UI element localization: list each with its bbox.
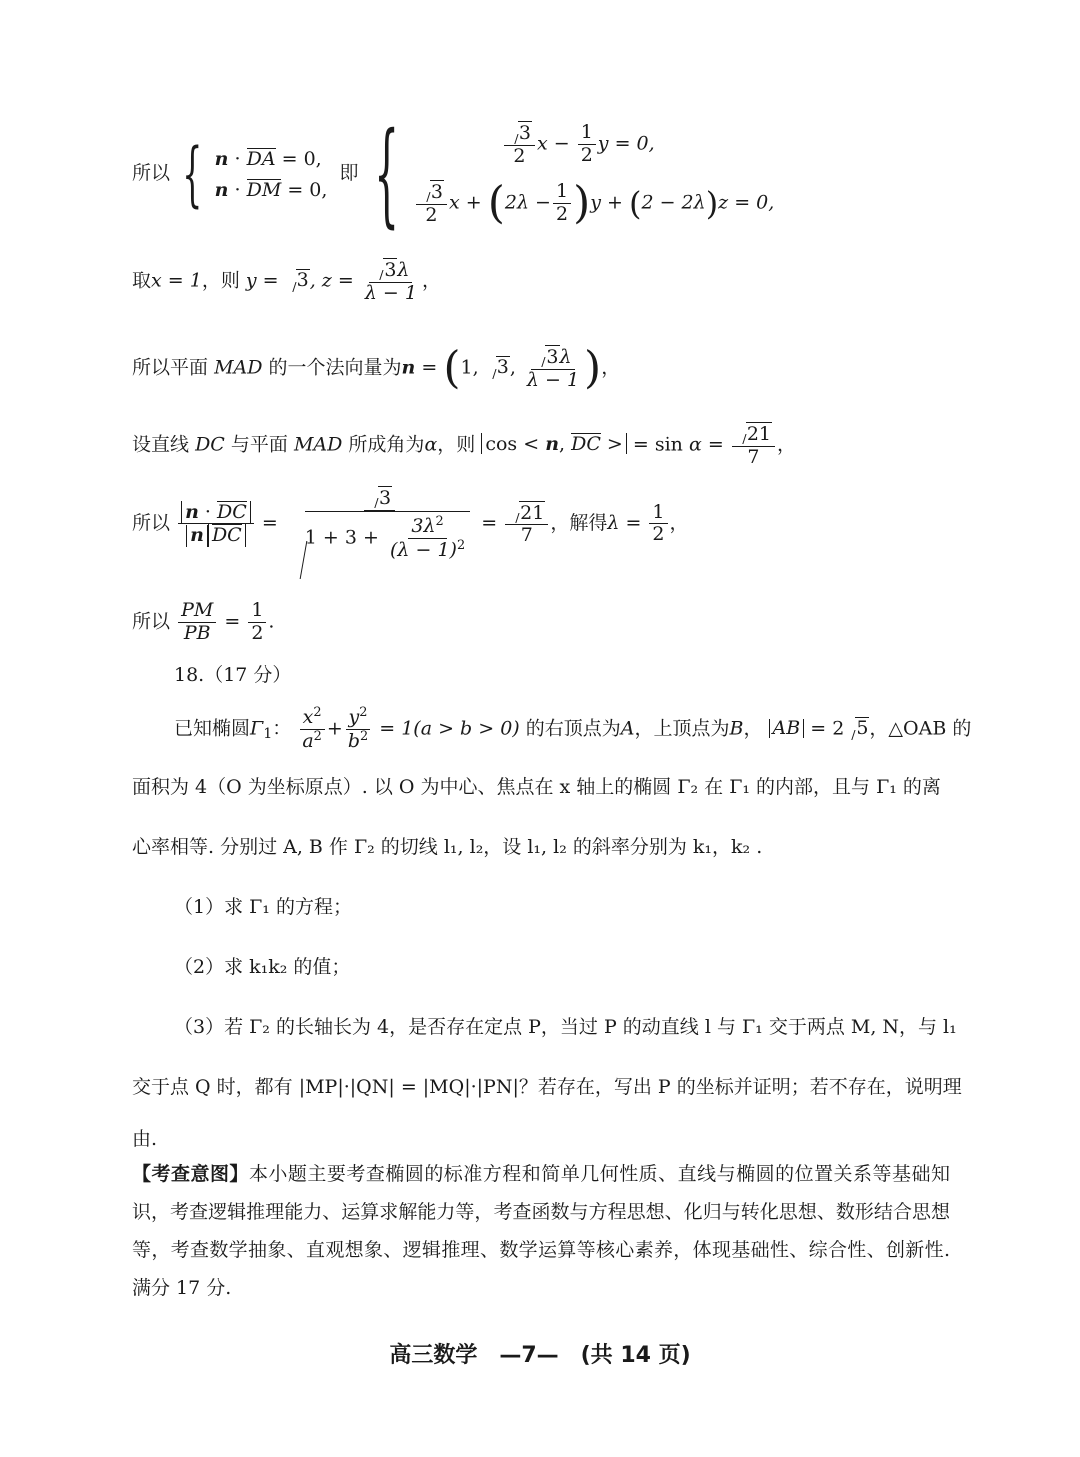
- intent-paragraph: [132, 1155, 950, 1307]
- question-18-line1: 已知椭圆Γ1： $\frac{x^2}{a^2}$ + $\frac{y^2}{b^2}$ = 1(a > b > 0) 的右顶点为A，上顶点为B， AB = 2 5，△OAB 的: [174, 705, 972, 753]
- coordinate-system: $\frac{3}{2}$ x − $\frac{1}{2}$ y = 0, $\frac{3}{2}$ x + (2λ − $\frac{1}{2}$ )y + (2 − 2λ)z = 0,: [414, 121, 774, 226]
- subquestion-2: （2）求 k₁k₂ 的值；: [174, 956, 351, 978]
- subquestion-3-line1: （3）若 Γ₂ 的长轴长为 4，是否存在定点 P，当过 P 的动直线 l 与 Γ₁ 交于两点 M, N，与 l₁: [174, 1016, 957, 1038]
- subquestion-3-line3: 由.: [132, 1128, 158, 1150]
- question-18-line2: 面积为 4（O 为坐标原点）. 以 O 为中心、焦点在 x 轴上的椭圆 Γ₂ 在 Γ₁ 的内部，且与 Γ₁ 的离: [132, 776, 941, 798]
- left-brace-large: {: [373, 109, 399, 239]
- step-angle: 设直线 DC 与平面 MAD 所成角为α，则 cos < n, DC > = sin α = $\frac{21}{7}$ ，: [132, 423, 797, 468]
- left-brace: {: [182, 133, 203, 215]
- text-suoyi: 所以: [132, 162, 171, 184]
- question-18-line3: 心率相等. 分别过 A, B 作 Γ₂ 的切线 l₁, l₂，设 l₁, l₂ 的斜率分别为 k₁，k₂ .: [132, 836, 763, 858]
- step-normal-vector: 所以平面 MAD 的一个法向量为n = (1, 3, $\frac{3\lambda}{\lambda - 1}$ )，: [132, 342, 621, 394]
- intent-text: 本小题主要考查椭圆的标准方程和简单几何性质、直线与椭圆的位置关系等基础知识，考查逻辑推理能力、运算求解能力等，考查函数与方程思想、化归与转化思想、数形结合思想等，考查数学抽象、直观想象、逻辑推理、数学运算等核心素养，体现基础性、综合性、创新性. 满分 17 分.: [132, 1163, 950, 1299]
- text-ji: 即: [339, 162, 359, 184]
- page-footer: 高三数学 —7— (共 14 页): [389, 1343, 691, 1368]
- step-take-x: 取x = 1，则 y = 3, z = $\frac{3\lambda}{\lambda - 1}$ ，: [132, 259, 441, 304]
- step-ratio: 所以 $\frac{PM}{PB}$ = $\frac{1}{2}$ .: [132, 599, 275, 644]
- question-18-header: 18.（17 分）: [174, 664, 292, 686]
- step-solve-lambda: 所以 $\frac{n \cdot DC}{\text{n DC}}$ = 3 1 + 3 + $\frac{3\lambda^2}{(\lambda - 1)^2}$ = $\frac{21}{7}$ ，解得λ = $\frac{1}{2}$ ，: [132, 487, 689, 561]
- subquestion-3-line2: 交于点 Q 时，都有 |MP|·|QN| = |MQ|·|PN|？若存在，写出 P 的坐标并证明；若不存在，说明理: [132, 1076, 962, 1098]
- dot-product-system: n · DA = 0, n · DM = 0,: [214, 148, 328, 201]
- system-equations: [132, 109, 775, 239]
- intent-label: 【考查意图】: [132, 1163, 249, 1185]
- subquestion-1: （1）求 Γ₁ 的方程；: [174, 896, 352, 918]
